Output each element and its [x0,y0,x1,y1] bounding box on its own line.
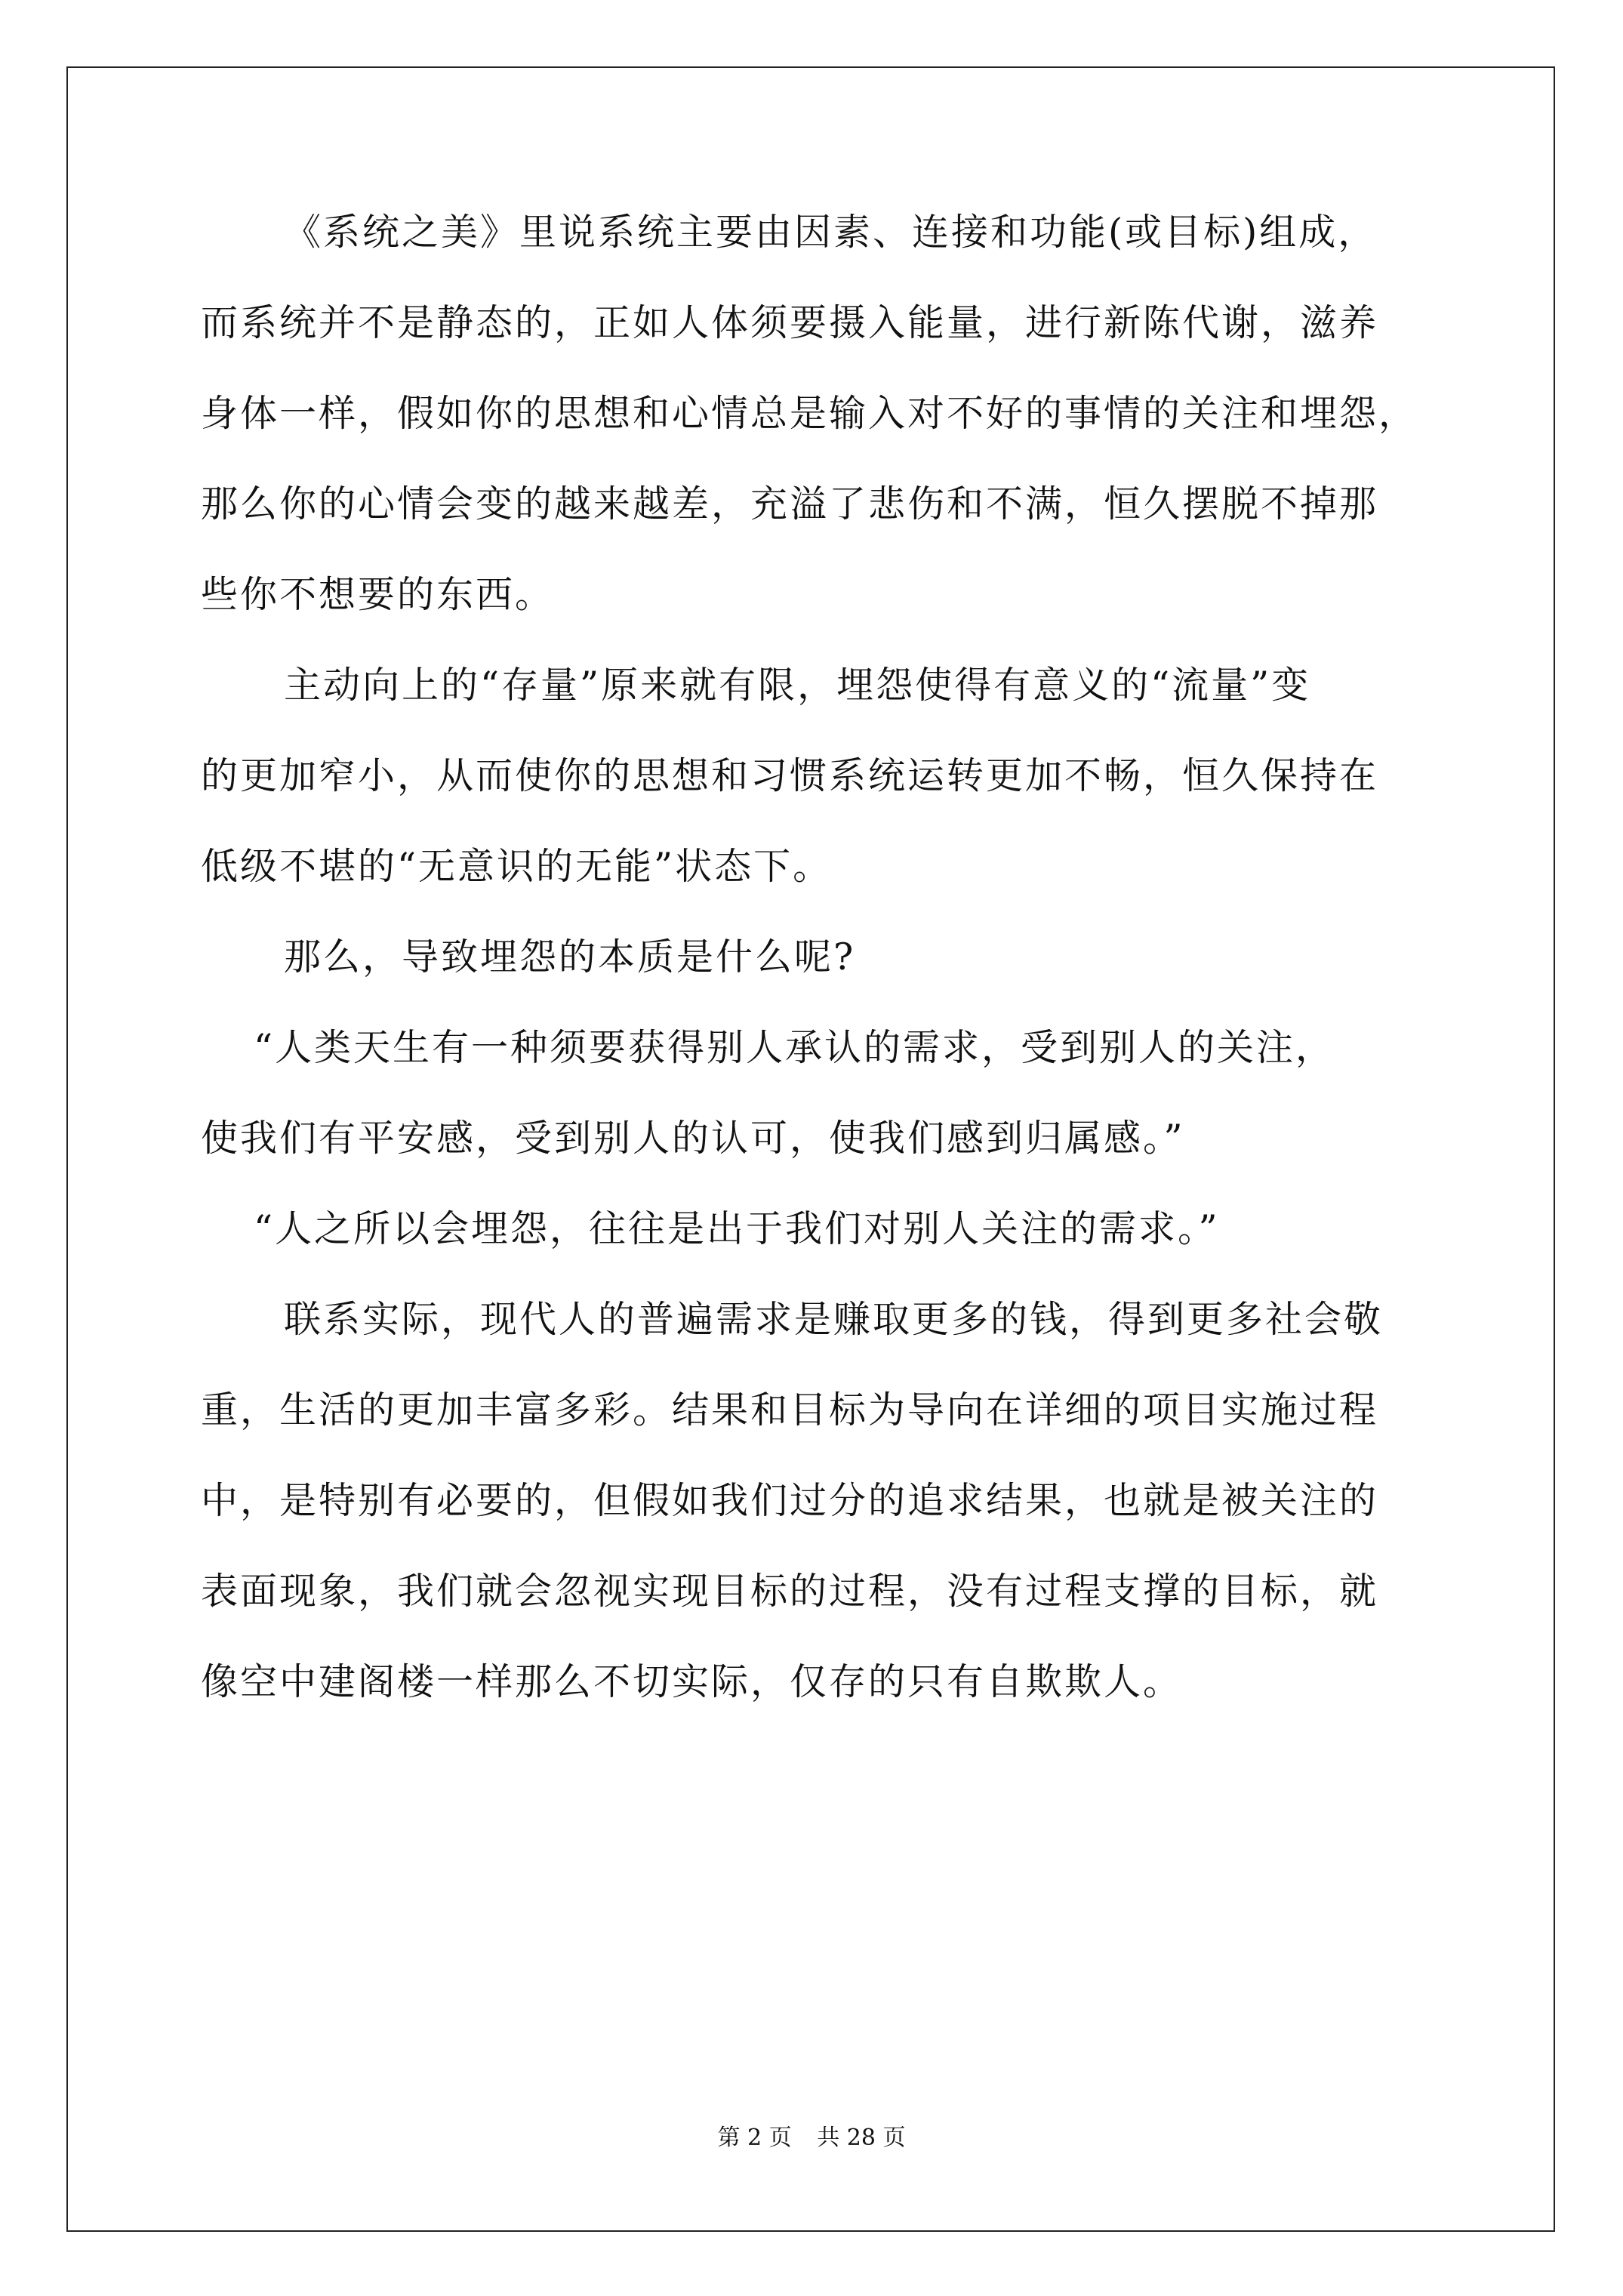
quote-1-line-2: 使我们有平安感，受到别人的认可，使我们感到归属感。” [201,1117,1185,1160]
paragraph-1-line-4: 那么你的心情会变的越来越差，充溢了悲伤和不满，恒久摆脱不掉那 [201,482,1379,525]
paragraph-1-line-1: 《系统之美》里说系统主要由因素、连接和功能(或目标)组成， [284,211,1378,254]
paragraph-1-line-2: 而系统并不是静态的，正如人体须要摄入能量，进行新陈代谢，滋养 [201,301,1379,344]
paragraph-4-line-2: 重，生活的更加丰富多彩。结果和目标为导向在详细的项目实施过程 [201,1388,1379,1432]
paragraph-2-line-3: 低级不堪的“无意识的无能”状态下。 [201,845,833,888]
paragraph-1-line-3: 身体一样，假如你的思想和心情总是输入对不好的事情的关注和埋怨， [201,392,1418,435]
quote-1-line-1: “人类天生有一种须要获得别人承认的需求，受到别人的关注， [254,1026,1335,1069]
paragraph-2-line-1: 主动向上的“存量”原来就有限，埋怨使得有意义的“流量”变 [284,664,1311,707]
paragraph-4-line-1: 联系实际，现代人的普遍需求是赚取更多的钱，得到更多社会敬 [284,1298,1384,1341]
quote-2-line-1: “人之所以会埋怨，往往是出于我们对别人关注的需求。” [254,1207,1220,1250]
paragraph-2-line-2: 的更加窄小，从而使你的思想和习惯系统运转更加不畅，恒久保持在 [201,754,1379,797]
page-total: 共 28 页 [817,2125,906,2151]
page-footer [0,2125,1623,2152]
page-number: 第 2 页 [717,2125,792,2151]
paragraph-3-line-1: 那么，导致埋怨的本质是什么呢? [284,935,856,978]
paragraph-4-line-4: 表面现象，我们就会忽视实现目标的过程，没有过程支撑的目标，就 [201,1570,1379,1613]
paragraph-1-line-5: 些你不想要的东西。 [201,573,555,616]
paragraph-4-line-5: 像空中建阁楼一样那么不切实际，仅存的只有自欺欺人。 [201,1660,1183,1703]
paragraph-4-line-3: 中，是特别有必要的，但假如我们过分的追求结果，也就是被关注的 [201,1479,1379,1522]
